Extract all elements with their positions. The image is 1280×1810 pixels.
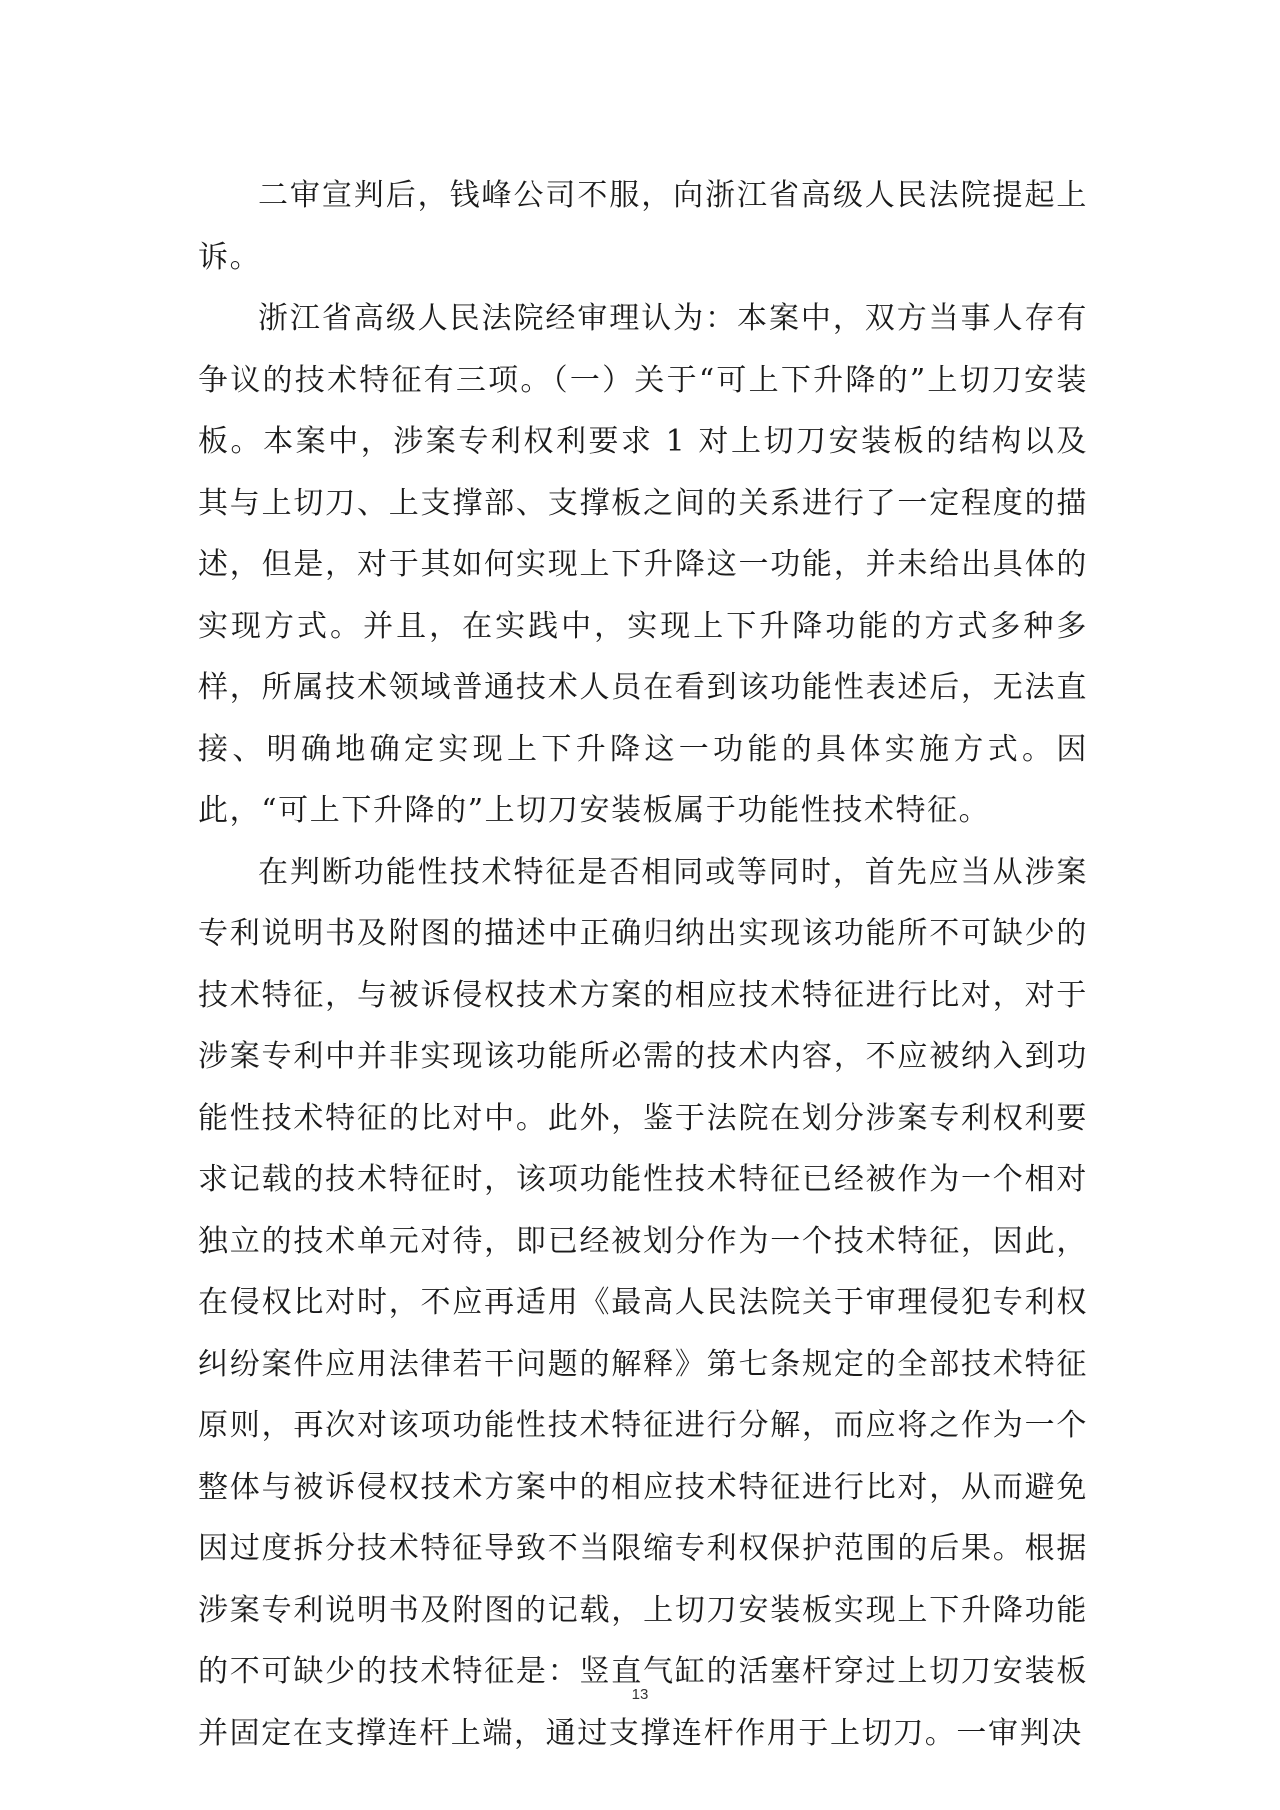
- paragraph-functional-feature: 在判断功能性技术特征是否相同或等同时，首先应当从涉案专利说明书及附图的描述中正确归纳出实现该功能所不可缺少的技术特征，与被诉侵权技术方案的相应技术特征进行比对，对于涉案专利中并非实现该功能所必需的技术内容，不应被纳入到功能性技术特征的比对中。此外，鉴于法院在划分涉案专利权利要求记载的技术特征时，该项功能性技术特征已经被作为一个相对独立的技术单元对待，即已经被划分作为一个技术特征，因此，在侵权比对时，不应再适用《最高人民法院关于审理侵犯专利权纠纷案件应用法律若干问题的解释》第七条规定的全部技术特征原则，再次对该项功能性技术特征进行分解，而应将之作为一个整体与被诉侵权技术方案中的相应技术特征进行比对，从而避免因过度拆分技术特征导致不当限缩专利权保护范围的后果。根据涉案专利说明书及附图的记载，上切刀安装板实现上下升降功能的不可缺少的技术特征是：竖直气缸的活塞杆穿过上切刀安装板并固定在支撑连杆上端，通过支撑连杆作用于上切刀。一审判决: [198, 854, 1088, 1751]
- paragraph-court-opinion: 浙江省高级人民法院经审理认为：本案中，双方当事人存有争议的技术特征有三项。（一）关于“可上下升降的”上切刀安装板。本案中，涉案专利权利要求 1 对上切刀安装板的结构以及其与上切刀、上支撑部、支撑板之间的关系进行了一定程度的描述，但是，对于其如何实现上下升降这一功能，并未给出具体的实现方式。并且，在实践中，实现上下升降功能的方式多种多样，所属技术领域普通技术人员在看到该功能性表述后，无法直接、明确地确定实现上下升降这一功能的具体实施方式。因此，“可上下升降的”上切刀安装板属于功能性技术特征。: [198, 301, 1088, 828]
- page-number: 13: [631, 1686, 649, 1703]
- body-text: [198, 165, 1088, 1764]
- paragraph-appeal: 二审宣判后，钱峰公司不服，向浙江省高级人民法院提起上诉。: [198, 178, 1088, 275]
